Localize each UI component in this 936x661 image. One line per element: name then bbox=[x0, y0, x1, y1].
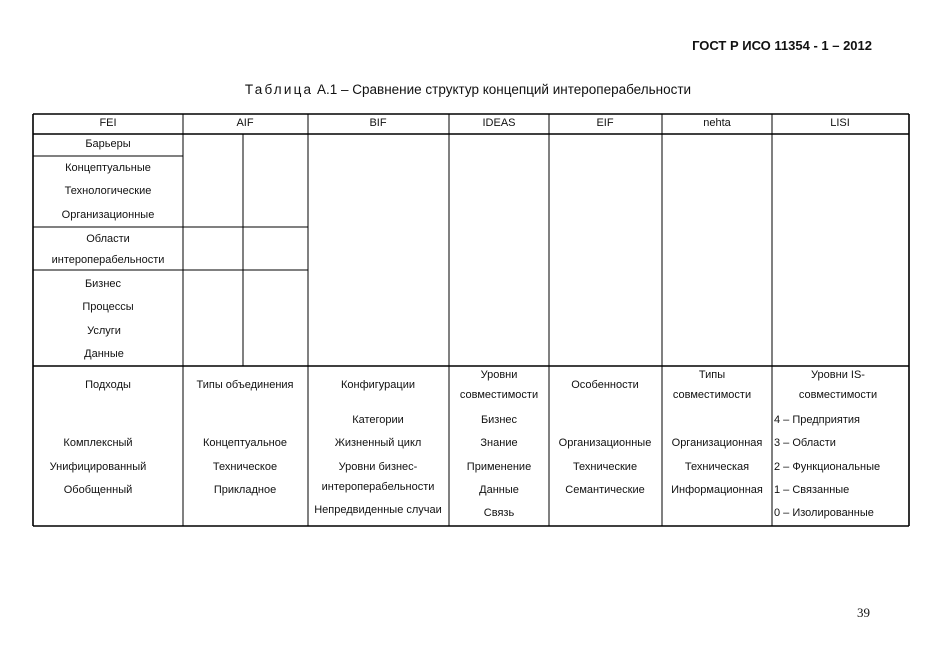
column-header-aif: AIF bbox=[236, 117, 254, 129]
bif-item: Уровни бизнес- bbox=[338, 461, 418, 473]
fei-area-item: Процессы bbox=[82, 301, 134, 313]
nehta-title-line2: совместимости bbox=[672, 389, 752, 401]
ideas-item: Бизнес bbox=[480, 414, 518, 426]
lisi-level: 0 – Изолированные bbox=[774, 507, 874, 519]
aif-item: Прикладное bbox=[213, 484, 277, 496]
ideas-item: Знание bbox=[480, 437, 518, 449]
aif-item: Техническое bbox=[212, 461, 278, 473]
page-number: 39 bbox=[857, 605, 870, 620]
lisi-level: 3 – Области bbox=[774, 437, 836, 449]
fei-approach-item: Комплексный bbox=[63, 437, 133, 449]
nehta-title: Типы bbox=[698, 369, 726, 381]
caption-label: Таблица bbox=[244, 82, 314, 97]
eif-item: Организационные bbox=[558, 437, 652, 449]
nehta-item: Информационная bbox=[671, 484, 763, 496]
column-header-lisi: LISI bbox=[830, 117, 850, 129]
column-header-nehta: nehta bbox=[703, 117, 731, 129]
fei-barrier-item: Концептуальные bbox=[65, 162, 151, 174]
fei-approach-item: Унифицированный bbox=[49, 461, 147, 473]
eif-item: Технические bbox=[572, 461, 638, 473]
eif-title: Особенности bbox=[571, 379, 639, 391]
fei-approach-item: Обобщенный bbox=[63, 484, 133, 496]
bif-item: Непредвиденные случаи bbox=[314, 504, 442, 516]
ideas-item: Данные bbox=[479, 484, 519, 496]
fei-areas-title: Области bbox=[86, 233, 130, 245]
fei-area-item: Данные bbox=[84, 348, 124, 360]
fei-approaches-title: Подходы bbox=[85, 379, 131, 391]
fei-area-item: Бизнес bbox=[84, 278, 122, 290]
caption-title: – Сравнение структур концепций интероперабельности bbox=[337, 82, 692, 97]
fei-barriers-title: Барьеры bbox=[85, 138, 131, 150]
ideas-item: Связь bbox=[483, 507, 515, 519]
ideas-title: Уровни bbox=[480, 369, 518, 381]
lisi-level: 2 – Функциональные bbox=[774, 461, 881, 473]
fei-area-item: Услуги bbox=[87, 325, 121, 337]
lisi-level: 4 – Предприятия bbox=[774, 414, 860, 426]
bif-item: Категории bbox=[352, 414, 404, 426]
column-header-eif: EIF bbox=[596, 117, 614, 129]
bif-item: Жизненный цикл bbox=[334, 437, 422, 449]
fei-barrier-item: Технологические bbox=[64, 185, 152, 197]
bif-item-line2: интероперабельности bbox=[321, 481, 435, 493]
column-header-ideas: IDEAS bbox=[482, 117, 516, 129]
fei-barrier-item: Организационные bbox=[61, 209, 155, 221]
aif-title: Типы объединения bbox=[196, 379, 294, 391]
nehta-item: Организационная bbox=[671, 437, 763, 449]
nehta-item: Техническая bbox=[684, 461, 750, 473]
lisi-level: 1 – Связанные bbox=[774, 484, 850, 496]
lisi-title-line2: совместимости bbox=[798, 389, 878, 401]
column-header-fei: FEI bbox=[99, 117, 117, 129]
caption-number: А.1 bbox=[313, 82, 338, 97]
aif-item: Концептуальное bbox=[203, 437, 287, 449]
eif-item: Семантические bbox=[565, 484, 645, 496]
bif-title: Конфигурации bbox=[340, 379, 416, 391]
ideas-title-line2: совместимости bbox=[459, 389, 539, 401]
fei-areas-title-line2: интероперабельности bbox=[51, 254, 165, 266]
ideas-item: Применение bbox=[466, 461, 532, 473]
column-header-bif: BIF bbox=[369, 117, 387, 129]
lisi-title: Уровни IS- bbox=[811, 369, 865, 381]
standard-designation: ГОСТ Р ИСО 11354 - 1 – 2012 bbox=[692, 38, 872, 53]
